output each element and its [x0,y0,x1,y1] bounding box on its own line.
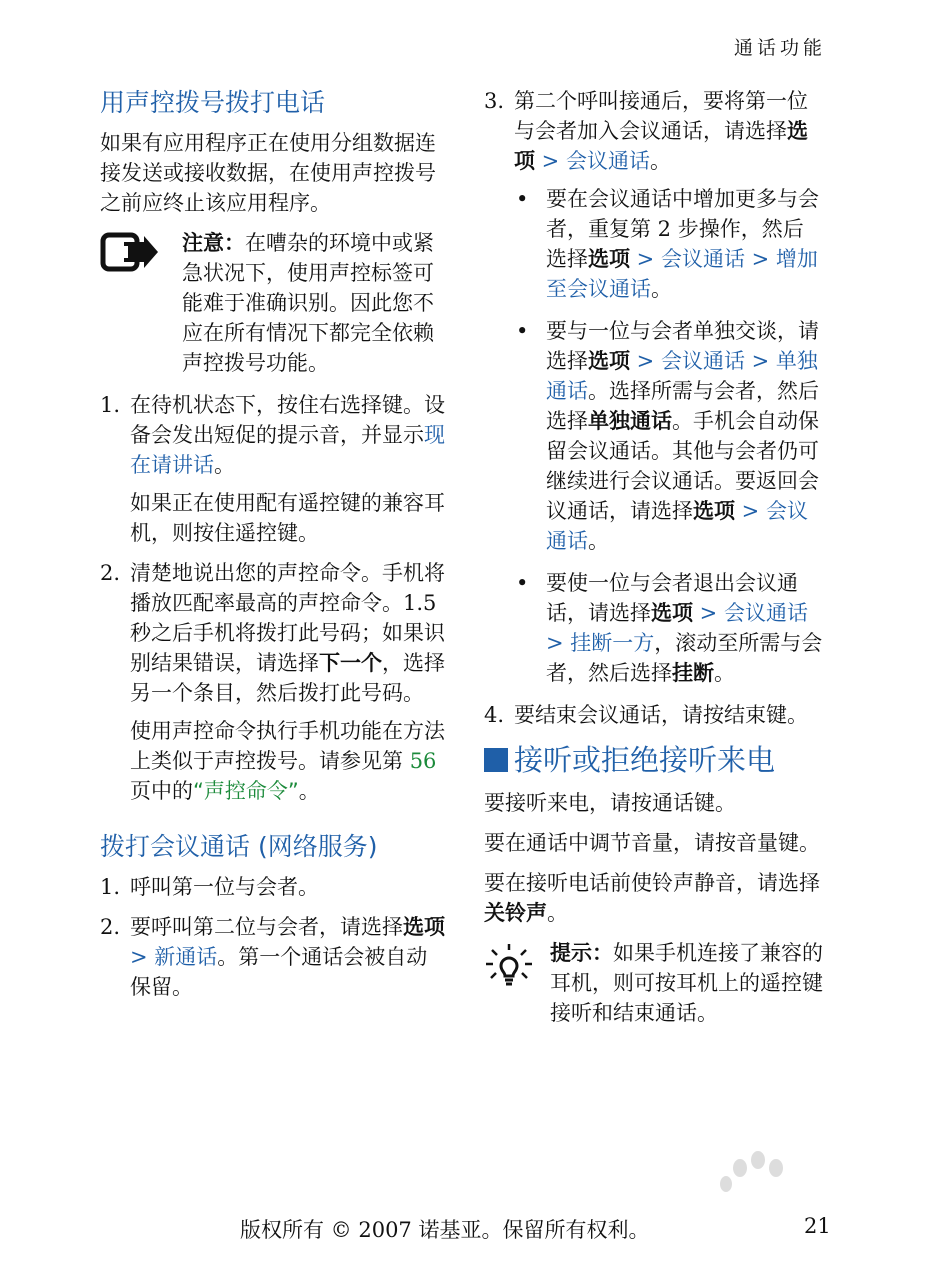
bullet-item [514,568,824,688]
answer-paragraph: 要接听来电，请按通话键。 [484,791,736,815]
note-hand-icon [100,232,160,284]
step-continuation: 如果正在使用配有遥控键的兼容耳机，则按住遥控键。 [130,491,445,545]
menu-option-private: 单独通话 [546,349,818,403]
menu-option-next: 下一个 [319,651,382,675]
menu-option-drop: 挂断一方 [570,631,655,655]
step-number: 3. [484,89,505,113]
tip-label: 提示： [550,941,613,965]
menu-separator: > [535,149,566,173]
menu-option-add-to-conference: 增加至会议通话 [546,247,818,301]
section-square-icon [484,748,508,772]
list-item [100,390,445,548]
lightbulb-icon [484,942,534,996]
step-text: 要呼叫第二位与会者，请选择 [130,915,403,939]
bullet-text: 要与一位与会者单独交谈，请选择 [546,319,819,373]
bullet-text: 要使一位与会者退出会议通话，请选择 [546,571,798,625]
voice-dial-intro: 如果有应用程序正在使用分组数据连接发送或接收数据，在使用声控拨号之前应终止该应用程序。 [100,131,436,215]
menu-option-conference: 会议通话 [565,149,650,173]
baidu-jingyan-watermark [662,1150,888,1250]
menu-option-options: 选项 [651,601,693,625]
copyright-footer: 版权所有 © 2007 诺基亚。保留所有权利。 [240,1218,650,1242]
heading-text: 接听或拒绝接听来电 [514,743,776,777]
bullet-icon: • [516,319,529,343]
menu-separator: > [546,631,571,655]
tip-text: 如果手机连接了兼容的耳机，则可按耳机上的遥控键接听和结束通话。 [550,941,823,1025]
bullet-icon: • [516,571,529,595]
step-text: 清楚地说出您的声控命令。手机将播放匹配率最高的声控命令。1.5 秒之后手机将拨打此号码；如果识别结果错误，请选择 [130,561,445,675]
menu-separator: > [630,349,661,373]
menu-option-conference: 会议通话 [546,499,808,553]
bullet-text: 。选择所需与会者，然后选择 [546,379,819,433]
section-heading-answer [484,740,824,780]
bullet-item [514,184,824,304]
punct: 。 [651,277,672,301]
punct: 。 [298,779,320,803]
volume-paragraph: 要在通话中调节音量，请按音量键。 [484,831,820,855]
menu-option-conference: 会议通话 [660,247,745,271]
bullet-icon: • [516,187,529,211]
menu-option-conference: 会议通话 [723,601,808,625]
section-heading-conference: 拨打会议通话 (网络服务) [100,832,378,861]
punct: 。 [714,661,735,685]
menu-option-options: 选项 [588,349,630,373]
step-text: 在待机状态下，按住右选择键。设备会发出短促的提示音，并显示 [130,393,445,447]
menu-option-options: 选项 [403,915,445,939]
softkey-silence: 关铃声 [484,901,547,925]
list-item [100,872,445,902]
punct: 。 [214,453,235,477]
step-number: 1. [100,875,121,899]
menu-option-conference: 会议通话 [660,349,745,373]
left-column [100,86,445,1012]
tip-block [484,938,824,1028]
mute-paragraph [484,868,824,928]
section-heading-voice-dial: 用声控拨号拨打电话 [100,88,326,117]
cont-text: 使用声控命令执行手机功能在方法上类似于声控拨号。请参见第 [130,719,445,773]
step-number: 4. [484,703,505,727]
page-number: 21 [804,1214,831,1238]
menu-option-options: 选项 [514,119,808,173]
menu-separator: > [693,601,724,625]
menu-option-new-call: 新通话 [154,945,218,969]
cross-ref-link[interactable]: “声控命令” [193,779,299,803]
step-number: 2. [100,915,121,939]
step-continuation [130,716,445,806]
list-item [484,700,824,730]
menu-separator: > [630,247,661,271]
bullet-text: 要在会议通话中增加更多与会者，重复第 2 步操作，然后选择 [546,187,819,271]
bullet-text: 。手机会自动保留会议通话。其他与会者仍可继续进行会议通话。要返回会议通话，请选择 [546,409,819,523]
menu-option-options: 选项 [693,499,735,523]
step-text: 呼叫第一位与会者。 [130,875,319,899]
display-text-now-speak: 现在请讲话 [130,423,445,477]
step-text: 第二个呼叫接通后，要将第一位与会者加入会议通话，请选择 [514,89,808,143]
step-text: ，选择另一个条目，然后拨打此号码。 [130,651,445,705]
note-text: 在嘈杂的环境中或紧急状况下，使用声控标签可能难于准确识别。因此您不应在所有情况下都完全依赖声控拨号功能。 [182,231,434,375]
softkey-private: 单独通话 [588,409,672,433]
cross-ref-page[interactable]: 56 [409,749,437,773]
softkey-drop: 挂断 [672,661,714,685]
cont-text: 页中的 [130,779,193,803]
menu-separator: > [735,499,766,523]
conference-steps [100,872,445,1002]
note-block [100,228,445,378]
step-text: 要结束会议通话，请按结束键。 [514,703,808,727]
right-column [484,86,824,1040]
list-item [100,912,445,1002]
menu-separator: > [744,247,776,271]
step-text: 。第一个通话会被自动保留。 [130,945,428,999]
menu-option-options: 选项 [588,247,630,271]
running-header: 通话功能 [733,37,826,59]
punct: 。 [588,529,609,553]
bullet-list [514,184,824,688]
conference-steps-continued [484,86,824,730]
list-item [100,558,445,806]
punct: 。 [547,901,568,925]
menu-separator: > [130,945,155,969]
voice-dial-steps [100,390,445,806]
punct: 。 [649,149,671,173]
step-number: 1. [100,393,121,417]
menu-separator: > [744,349,776,373]
step-number: 2. [100,561,121,585]
bullet-text: ，滚动至所需与会者，然后选择 [546,631,823,685]
para-text: 要在接听电话前使铃声静音，请选择 [484,871,820,895]
bullet-item [514,316,824,556]
list-item [484,86,824,688]
note-label: 注意： [182,231,245,255]
